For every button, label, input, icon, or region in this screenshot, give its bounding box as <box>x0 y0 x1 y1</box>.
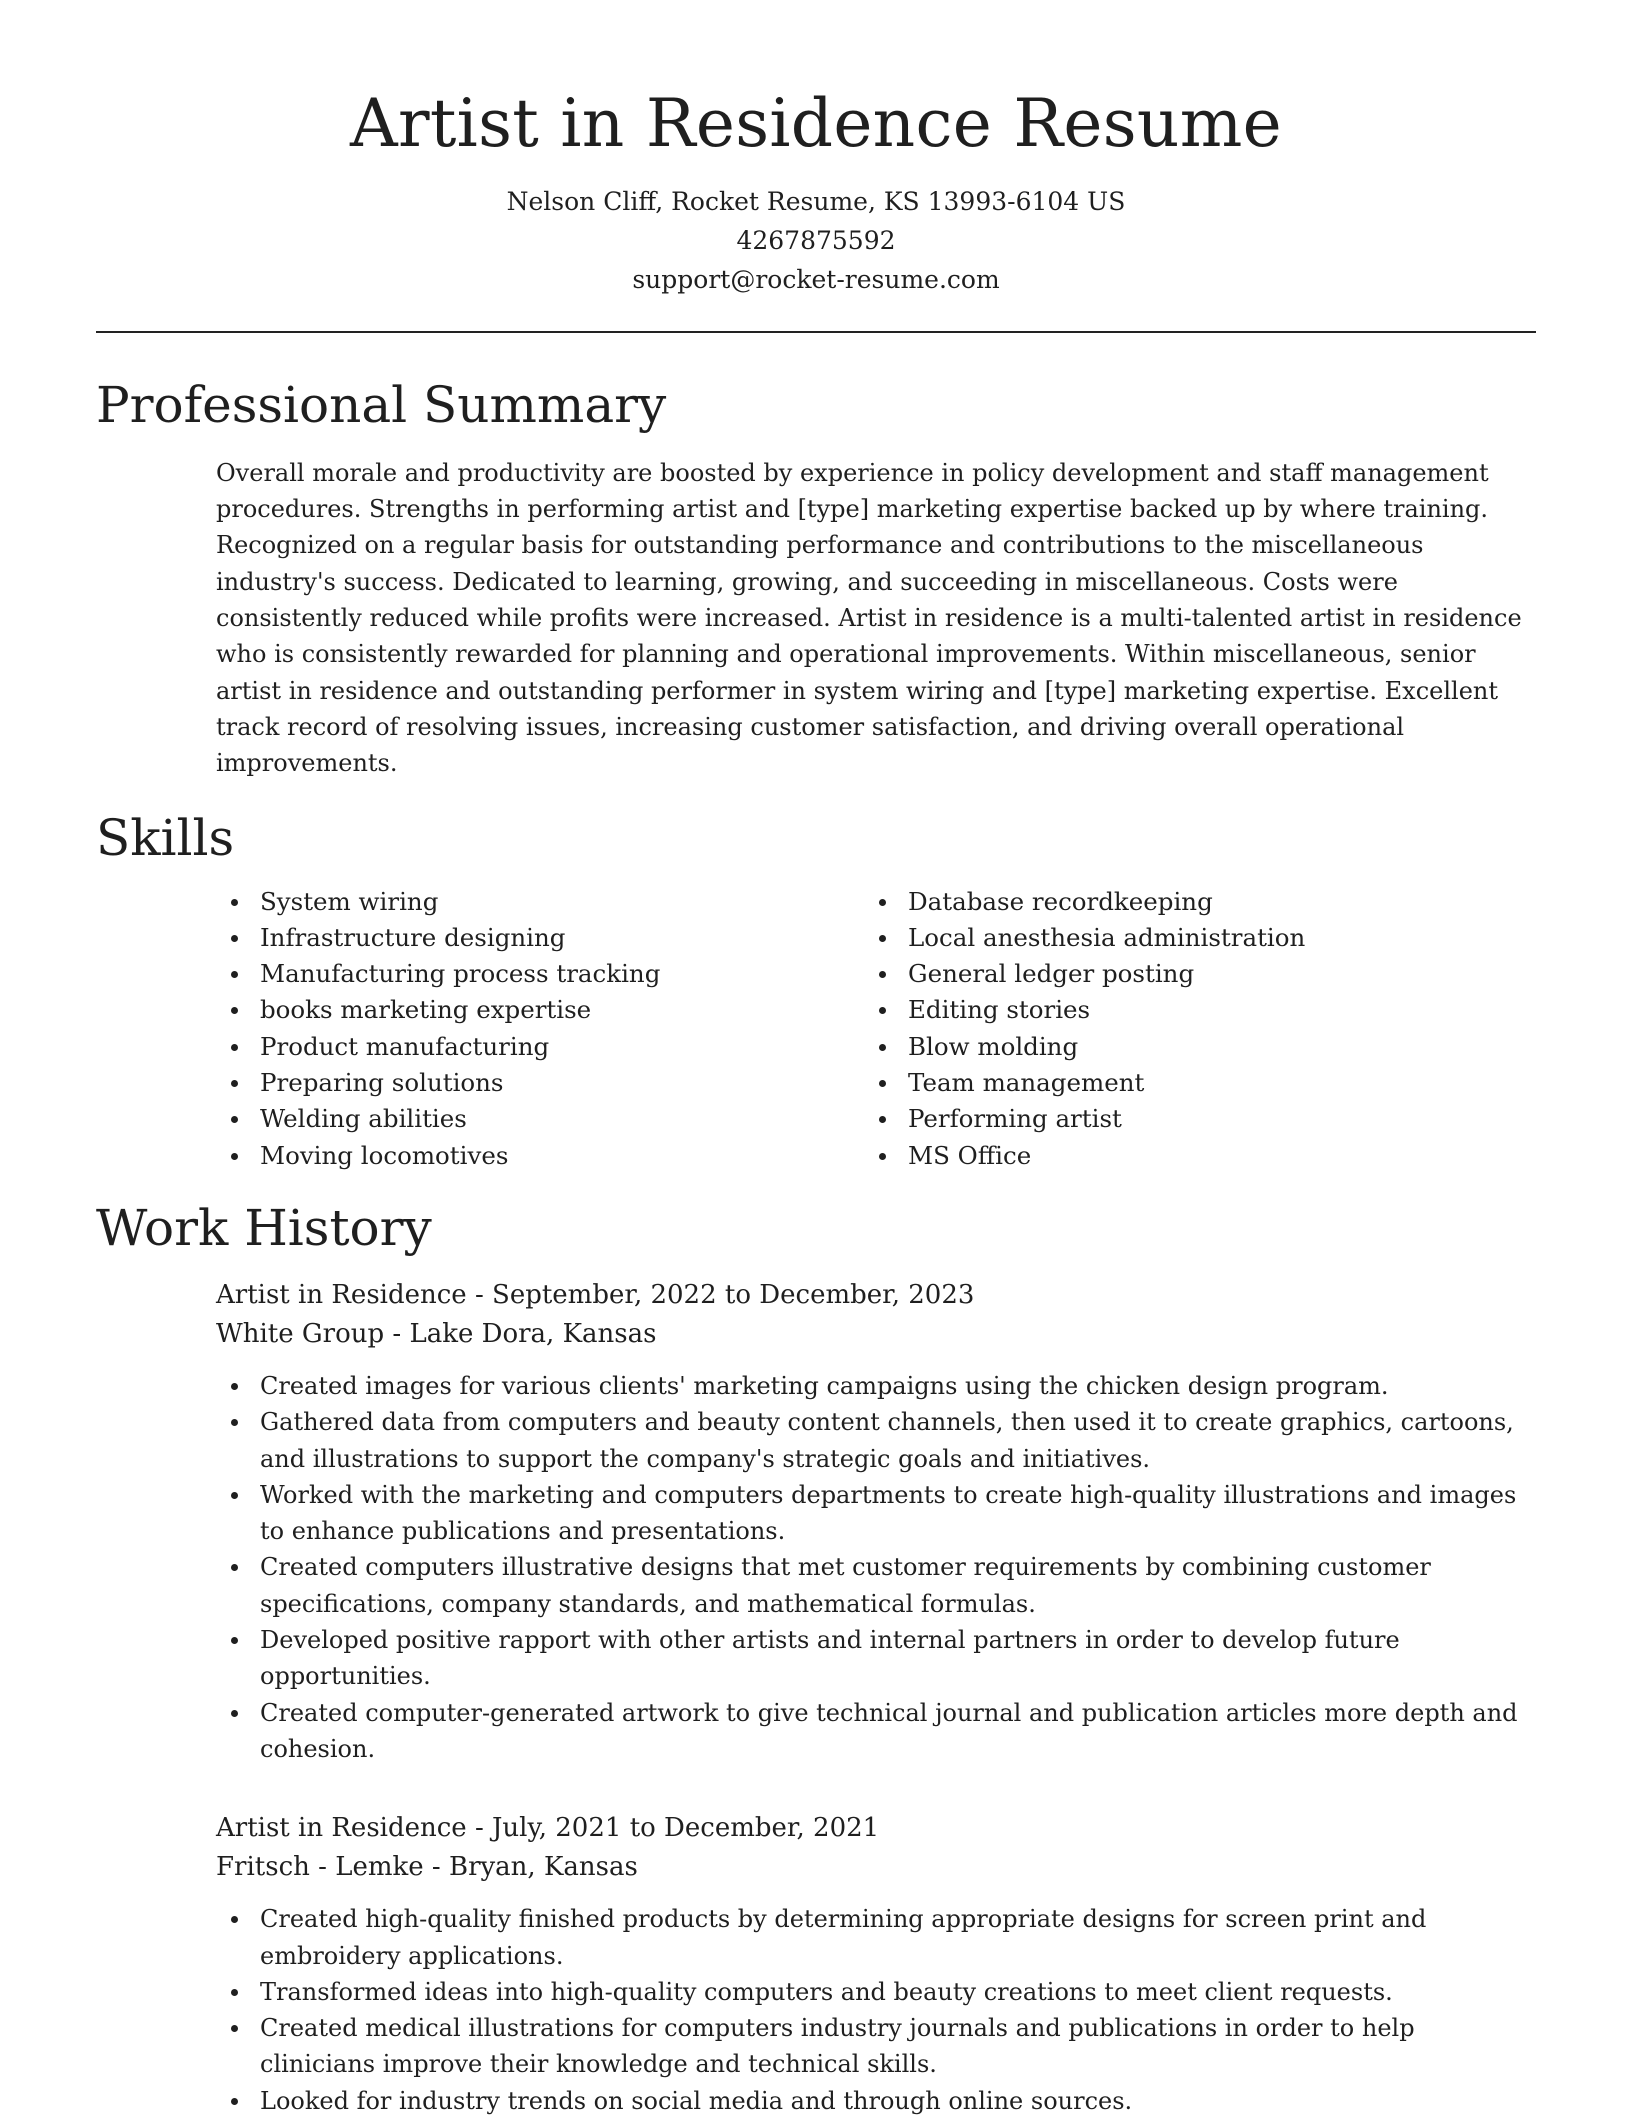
job-duty-item: Created computers illustrative designs that met customer requirements by combining customer specifications, company standards, and mathematical formulas. <box>216 1549 1536 1622</box>
job-title-dates: Artist in Residence - September, 2022 to December, 2023 <box>216 1279 975 1310</box>
job-company-location: White Group - Lake Dora, Kansas <box>216 1318 657 1349</box>
skills-list-left <box>216 884 864 1174</box>
summary-text: Overall morale and productivity are boosted by experience in policy development and staff management procedures. Strengths in performing artist and [type] marketing expertise backed up by where training. Recognized on a regular basis for outstanding performance and contributions to the miscellaneous industry's success. Dedicated to learning, growing, and succeeding in miscellaneous. Costs were consistently reduced while profits were increased. Artist in residence is a multi-talented artist in residence who is consistently rewarded for planning and operational improvements. Within miscellaneous, senior artist in residence and outstanding performer in system wiring and [type] marketing expertise. Excellent track record of resolving issues, increasing customer satisfaction, and driving overall operational improvements. <box>216 458 1522 778</box>
skill-item: Preparing solutions <box>216 1065 864 1101</box>
job-duty-item: Created images for various clients' marketing campaigns using the chicken design program. <box>216 1368 1536 1404</box>
summary-heading: Professional Summary <box>96 375 667 434</box>
skills-heading: Skills <box>96 808 235 867</box>
job-company-location: Fritsch - Lemke - Bryan, Kansas <box>216 1852 638 1883</box>
skill-item: Database recordkeeping <box>864 884 1305 920</box>
work-history-section <box>96 1198 1536 2119</box>
contact-email: support@rocket-resume.com <box>632 264 1000 294</box>
job-duties-list <box>216 1901 1536 2119</box>
resume-title: Artist in Residence Resume <box>350 85 1282 162</box>
skills-section <box>96 808 1536 1174</box>
job-duty-item: Developed positive rapport with other artists and internal partners in order to develop future opportunities. <box>216 1622 1536 1695</box>
skill-item: General ledger posting <box>864 956 1305 992</box>
skill-item: Performing artist <box>864 1101 1305 1137</box>
skills-columns <box>216 884 1536 1174</box>
skill-item: Blow molding <box>864 1029 1305 1065</box>
skill-item: Editing stories <box>864 992 1305 1028</box>
job-duties-list <box>216 1368 1536 1767</box>
job-duty-item: Gathered data from computers and beauty content channels, then used it to create graphics, cartoons, and illustrations to support the company's strategic goals and initiatives. <box>216 1404 1536 1477</box>
job-duty-item: Looked for industry trends on social media and through online sources. <box>216 2083 1536 2119</box>
skill-item: Local anesthesia administration <box>864 920 1305 956</box>
skills-list-right <box>864 884 1305 1174</box>
header-divider <box>96 331 1536 333</box>
job-duty-item: Created high-quality finished products by determining appropriate designs for screen print and embroidery applications. <box>216 1901 1536 1974</box>
contact-phone: 4267875592 <box>736 225 896 255</box>
skill-item: Team management <box>864 1065 1305 1101</box>
skill-item: Welding abilities <box>216 1101 864 1137</box>
resume-header <box>96 0 1536 299</box>
skill-item: MS Office <box>864 1138 1305 1174</box>
job-title-dates: Artist in Residence - July, 2021 to December, 2021 <box>216 1813 880 1844</box>
skill-item: books marketing expertise <box>216 992 864 1028</box>
skill-item: Manufacturing process tracking <box>216 956 864 992</box>
skill-item: Product manufacturing <box>216 1029 864 1065</box>
contact-block <box>96 182 1536 299</box>
skill-item: System wiring <box>216 884 864 920</box>
skill-item: Infrastructure designing <box>216 920 864 956</box>
contact-address: Nelson Cliff, Rocket Resume, KS 13993-6104 US <box>506 186 1126 216</box>
job-duty-item: Worked with the marketing and computers departments to create high-quality illustrations and images to enhance publications and presentations. <box>216 1477 1536 1550</box>
job-entry <box>216 1809 1536 2119</box>
summary-section <box>96 375 1536 782</box>
job-duty-item: Transformed ideas into high-quality computers and beauty creations to meet client requests. <box>216 1974 1536 2010</box>
job-entry <box>216 1276 1536 1767</box>
job-duty-item: Created medical illustrations for computers industry journals and publications in order to help clinicians improve their knowledge and technical skills. <box>216 2010 1536 2083</box>
job-duty-item: Created computer-generated artwork to give technical journal and publication articles more depth and cohesion. <box>216 1695 1536 1768</box>
skill-item: Moving locomotives <box>216 1138 864 1174</box>
work-history-heading: Work History <box>96 1198 432 1257</box>
